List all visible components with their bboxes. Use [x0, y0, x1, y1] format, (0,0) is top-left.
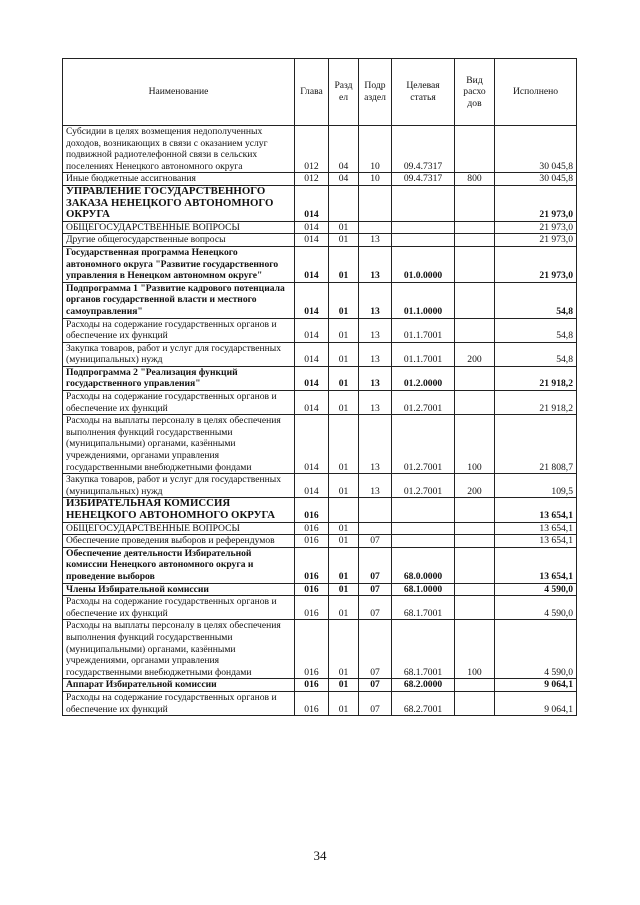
cell-section: 01	[329, 246, 359, 282]
cell-expense-type	[455, 596, 495, 620]
cell-chapter: 016	[295, 691, 329, 715]
table-row	[63, 391, 577, 415]
cell-section: 01	[329, 234, 359, 247]
cell-subsection: 13	[359, 391, 392, 415]
header-chapter: Глава	[295, 59, 329, 126]
table-row	[63, 318, 577, 342]
cell-section: 01	[329, 342, 359, 366]
cell-chapter: 014	[295, 474, 329, 498]
cell-subsection: 07	[359, 596, 392, 620]
header-subsection: Подр аздел	[359, 59, 392, 126]
cell-target-article: 68.0.0000	[392, 547, 455, 583]
cell-expense-type: 100	[455, 620, 495, 679]
header-section: Разд ел	[329, 59, 359, 126]
cell-section: 01	[329, 391, 359, 415]
table-header-row	[63, 59, 577, 126]
cell-executed: 21 973,0	[495, 185, 577, 221]
cell-chapter: 014	[295, 234, 329, 247]
cell-section: 01	[329, 318, 359, 342]
header-executed: Исполнено	[495, 59, 577, 126]
cell-expense-type	[455, 185, 495, 221]
cell-section: 01	[329, 691, 359, 715]
table-row	[63, 474, 577, 498]
table-row	[63, 234, 577, 247]
cell-name: Обеспечение проведения выборов и референдумов	[63, 535, 295, 548]
cell-expense-type	[455, 391, 495, 415]
cell-chapter: 016	[295, 498, 329, 522]
cell-section: 01	[329, 415, 359, 474]
table-row	[63, 282, 577, 318]
cell-section: 01	[329, 474, 359, 498]
cell-chapter: 016	[295, 522, 329, 535]
cell-chapter: 016	[295, 583, 329, 596]
cell-name: Субсидии в целях возмещения недополученных доходов, возникающих в связи с оказанием услуг подвижной радиотелефонной связи в сельских поселениях Ненецкого автономного округа	[63, 126, 295, 173]
cell-expense-type	[455, 318, 495, 342]
budget-execution-table	[62, 58, 577, 716]
table-row	[63, 221, 577, 234]
cell-name: Расходы на содержание государственных органов и обеспечение их функций	[63, 391, 295, 415]
cell-name: Обеспечение деятельности Избирательной комиссии Ненецкого автономного округа и проведение выборов	[63, 547, 295, 583]
cell-target-article	[392, 185, 455, 221]
cell-chapter: 016	[295, 547, 329, 583]
cell-expense-type	[455, 282, 495, 318]
cell-chapter: 014	[295, 342, 329, 366]
cell-section: 01	[329, 679, 359, 692]
cell-subsection: 07	[359, 691, 392, 715]
cell-executed: 30 045,8	[495, 126, 577, 173]
table-row	[63, 126, 577, 173]
cell-target-article: 01.0.0000	[392, 246, 455, 282]
cell-subsection: 07	[359, 583, 392, 596]
cell-chapter: 014	[295, 391, 329, 415]
cell-section: 01	[329, 596, 359, 620]
cell-executed: 13 654,1	[495, 547, 577, 583]
cell-expense-type	[455, 547, 495, 583]
cell-executed: 9 064,1	[495, 691, 577, 715]
budget-table-container	[62, 58, 576, 716]
cell-name: Расходы на выплаты персоналу в целях обеспечения выполнения функций государственными (муниципальными) органами, казёнными учреждениями, органами управления государственными внебюджетными фондами	[63, 415, 295, 474]
cell-section: 04	[329, 173, 359, 186]
cell-chapter: 016	[295, 679, 329, 692]
cell-name: Другие общегосударственные вопросы	[63, 234, 295, 247]
cell-expense-type: 100	[455, 415, 495, 474]
cell-section: 01	[329, 282, 359, 318]
cell-expense-type	[455, 583, 495, 596]
cell-section: 01	[329, 620, 359, 679]
table-row	[63, 246, 577, 282]
cell-executed: 9 064,1	[495, 679, 577, 692]
cell-expense-type	[455, 246, 495, 282]
cell-executed: 109,5	[495, 474, 577, 498]
table-row	[63, 547, 577, 583]
header-name: Наименование	[63, 59, 295, 126]
cell-expense-type	[455, 522, 495, 535]
cell-subsection: 07	[359, 547, 392, 583]
cell-expense-type	[455, 679, 495, 692]
cell-target-article: 01.1.0000	[392, 282, 455, 318]
cell-executed: 4 590,0	[495, 620, 577, 679]
cell-target-article: 68.2.0000	[392, 679, 455, 692]
table-row	[63, 620, 577, 679]
cell-executed: 21 918,2	[495, 366, 577, 390]
cell-target-article: 01.2.0000	[392, 366, 455, 390]
cell-name: Подпрограмма 1 "Развитие кадрового потенциала органов государственной власти и местного самоуправления"	[63, 282, 295, 318]
cell-section	[329, 185, 359, 221]
cell-expense-type	[455, 234, 495, 247]
cell-section: 01	[329, 583, 359, 596]
cell-expense-type	[455, 366, 495, 390]
cell-subsection: 13	[359, 474, 392, 498]
cell-expense-type	[455, 691, 495, 715]
header-target-article: Целевая статья	[392, 59, 455, 126]
cell-expense-type	[455, 498, 495, 522]
cell-section: 04	[329, 126, 359, 173]
cell-chapter: 014	[295, 246, 329, 282]
cell-subsection	[359, 221, 392, 234]
header-expense-type: Вид расхо дов	[455, 59, 495, 126]
cell-target-article	[392, 498, 455, 522]
cell-target-article: 01.2.7001	[392, 474, 455, 498]
cell-executed: 30 045,8	[495, 173, 577, 186]
cell-target-article: 09.4.7317	[392, 173, 455, 186]
cell-subsection: 13	[359, 234, 392, 247]
page-number: 34	[313, 848, 327, 863]
cell-section: 01	[329, 221, 359, 234]
table-row	[63, 415, 577, 474]
cell-target-article: 68.1.0000	[392, 583, 455, 596]
cell-executed: 13 654,1	[495, 522, 577, 535]
cell-subsection: 13	[359, 282, 392, 318]
cell-expense-type	[455, 221, 495, 234]
table-row	[63, 498, 577, 522]
cell-name: Закупка товаров, работ и услуг для государственных (муниципальных) нужд	[63, 474, 295, 498]
cell-subsection: 13	[359, 246, 392, 282]
cell-subsection	[359, 185, 392, 221]
cell-executed: 4 590,0	[495, 583, 577, 596]
cell-chapter: 016	[295, 535, 329, 548]
cell-name: ОБЩЕГОСУДАРСТВЕННЫЕ ВОПРОСЫ	[63, 522, 295, 535]
cell-executed: 21 973,0	[495, 221, 577, 234]
table-row	[63, 173, 577, 186]
cell-chapter: 012	[295, 126, 329, 173]
cell-target-article: 68.1.7001	[392, 620, 455, 679]
table-row	[63, 596, 577, 620]
cell-name: Подпрограмма 2 "Реализация функций государственного управления"	[63, 366, 295, 390]
cell-subsection: 10	[359, 173, 392, 186]
cell-name: Расходы на содержание государственных органов и обеспечение их функций	[63, 596, 295, 620]
cell-executed: 13 654,1	[495, 535, 577, 548]
cell-executed: 21 973,0	[495, 246, 577, 282]
cell-chapter: 014	[295, 415, 329, 474]
cell-name: УПРАВЛЕНИЕ ГОСУДАРСТВЕННОГО ЗАКАЗА НЕНЕЦКОГО АВТОНОМНОГО ОКРУГА	[63, 185, 295, 221]
cell-subsection: 07	[359, 535, 392, 548]
cell-section: 01	[329, 522, 359, 535]
cell-target-article	[392, 535, 455, 548]
table-row	[63, 522, 577, 535]
cell-target-article: 01.1.7001	[392, 318, 455, 342]
cell-subsection: 13	[359, 366, 392, 390]
table-row	[63, 583, 577, 596]
cell-chapter: 016	[295, 596, 329, 620]
cell-subsection: 10	[359, 126, 392, 173]
cell-expense-type: 800	[455, 173, 495, 186]
cell-subsection: 07	[359, 620, 392, 679]
cell-expense-type: 200	[455, 342, 495, 366]
cell-subsection	[359, 522, 392, 535]
table-row	[63, 342, 577, 366]
cell-executed: 54,8	[495, 282, 577, 318]
cell-section: 01	[329, 547, 359, 583]
table-body	[63, 126, 577, 716]
cell-section: 01	[329, 366, 359, 390]
cell-executed: 21 973,0	[495, 234, 577, 247]
cell-name: Закупка товаров, работ и услуг для государственных (муниципальных) нужд	[63, 342, 295, 366]
cell-name: ИЗБИРАТЕЛЬНАЯ КОМИССИЯ НЕНЕЦКОГО АВТОНОМНОГО ОКРУГА	[63, 498, 295, 522]
cell-expense-type	[455, 535, 495, 548]
cell-name: Расходы на содержание государственных органов и обеспечение их функций	[63, 318, 295, 342]
cell-target-article: 01.2.7001	[392, 391, 455, 415]
cell-target-article: 01.2.7001	[392, 415, 455, 474]
cell-subsection	[359, 498, 392, 522]
table-row	[63, 679, 577, 692]
cell-executed: 54,8	[495, 318, 577, 342]
cell-target-article: 01.1.7001	[392, 342, 455, 366]
cell-name: ОБЩЕГОСУДАРСТВЕННЫЕ ВОПРОСЫ	[63, 221, 295, 234]
cell-section	[329, 498, 359, 522]
cell-executed: 21 808,7	[495, 415, 577, 474]
cell-subsection: 13	[359, 318, 392, 342]
cell-executed: 13 654,1	[495, 498, 577, 522]
cell-section: 01	[329, 535, 359, 548]
cell-chapter: 014	[295, 185, 329, 221]
cell-name: Государственная программа Ненецкого автономного округа "Развитие государственного управления в Ненецком автономном округе"	[63, 246, 295, 282]
cell-target-article: 68.2.7001	[392, 691, 455, 715]
cell-chapter: 016	[295, 620, 329, 679]
table-row	[63, 185, 577, 221]
cell-subsection: 07	[359, 679, 392, 692]
cell-target-article	[392, 234, 455, 247]
cell-name: Расходы на выплаты персоналу в целях обеспечения выполнения функций государственными (муниципальными) органами, казёнными учреждениями, органами управления государственными внебюджетными фондами	[63, 620, 295, 679]
cell-chapter: 014	[295, 366, 329, 390]
cell-target-article	[392, 221, 455, 234]
cell-chapter: 014	[295, 318, 329, 342]
cell-executed: 54,8	[495, 342, 577, 366]
cell-name: Иные бюджетные ассигнования	[63, 173, 295, 186]
cell-target-article: 09.4.7317	[392, 126, 455, 173]
cell-chapter: 012	[295, 173, 329, 186]
cell-subsection: 13	[359, 342, 392, 366]
cell-subsection: 13	[359, 415, 392, 474]
cell-name: Члены Избирательной комиссии	[63, 583, 295, 596]
cell-target-article: 68.1.7001	[392, 596, 455, 620]
table-row	[63, 535, 577, 548]
cell-expense-type: 200	[455, 474, 495, 498]
table-row	[63, 691, 577, 715]
cell-name: Расходы на содержание государственных органов и обеспечение их функций	[63, 691, 295, 715]
cell-name: Аппарат Избирательной комиссии	[63, 679, 295, 692]
cell-chapter: 014	[295, 221, 329, 234]
cell-executed: 4 590,0	[495, 596, 577, 620]
cell-executed: 21 918,2	[495, 391, 577, 415]
cell-expense-type	[455, 126, 495, 173]
cell-chapter: 014	[295, 282, 329, 318]
table-row	[63, 366, 577, 390]
cell-target-article	[392, 522, 455, 535]
